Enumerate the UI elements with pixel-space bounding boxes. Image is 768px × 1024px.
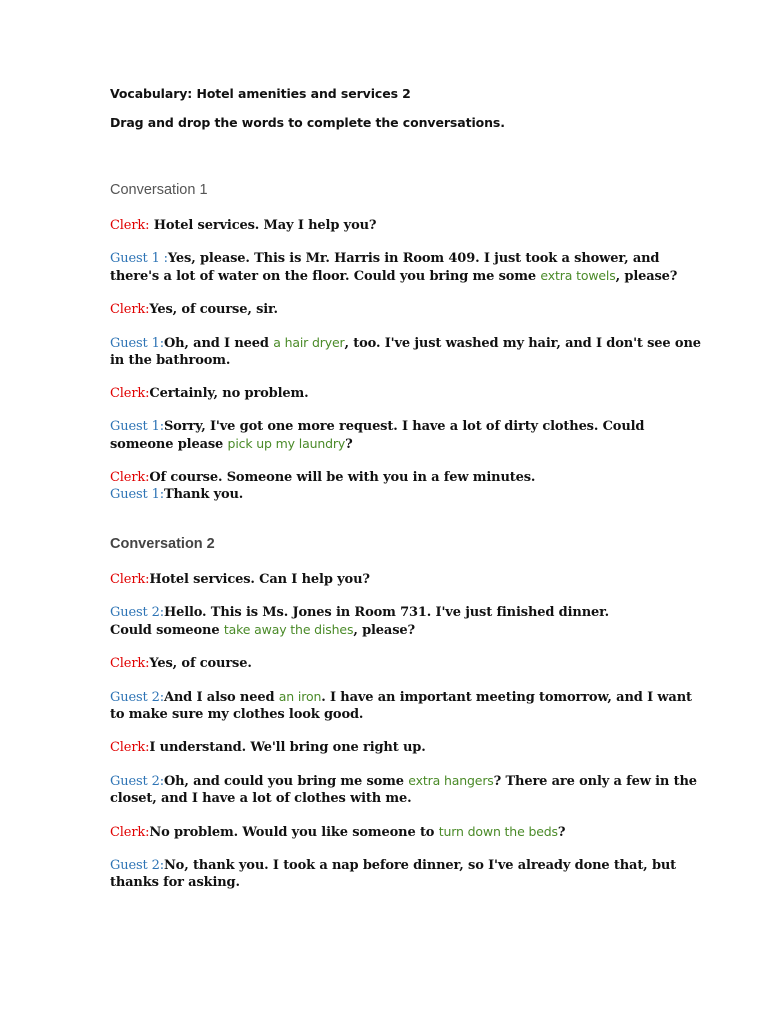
line-text: , please?	[353, 623, 415, 638]
line-text: Of course. Someone will be with you in a few minutes.	[149, 470, 536, 485]
conv2-line-7	[110, 823, 710, 841]
line-text: ?	[557, 825, 566, 840]
conv1-line-7	[110, 469, 710, 486]
line-text: Yes, please. This is Mr. Harris in Room 409. I just took a shower, and there's a lot of water on the floor. Could you bring me some	[110, 251, 660, 284]
speaker-label: Clerk:	[110, 302, 150, 317]
line-text: Hotel services. May I help you?	[149, 218, 377, 233]
worksheet	[110, 86, 710, 907]
line-text: Certainly, no problem.	[149, 386, 309, 401]
speaker-label: Guest 2:	[110, 858, 164, 873]
conv1-line-6	[110, 418, 710, 453]
conv1-line-1	[110, 217, 710, 234]
line-text: Could someone	[110, 623, 224, 638]
speaker-label: Guest 2:	[110, 605, 164, 620]
speaker-label: Guest 2:	[110, 690, 164, 705]
conv1-line-3	[110, 301, 710, 318]
speaker-label: Clerk:	[110, 470, 150, 485]
line-text: No problem. Would you like someone to	[149, 825, 439, 840]
conv1-line-2	[110, 250, 710, 285]
line-text: , too. I've just washed my hair, and I don't see one in the bathroom.	[110, 336, 701, 368]
conv2-line-4	[110, 688, 710, 723]
line-text: ? There are only a few in the closet, and I have a lot of clothes with me.	[110, 774, 697, 806]
answer-take-away-dishes[interactable]: take away the dishes	[223, 622, 354, 637]
speaker-label: Guest 1:	[110, 336, 164, 351]
conv2-line-2	[110, 604, 710, 639]
conv2-line-6	[110, 772, 710, 807]
speaker-label: Clerk:	[110, 572, 150, 587]
speaker-label: Clerk:	[110, 825, 150, 840]
conversation-2-heading: Conversation 2	[110, 536, 215, 552]
answer-pick-up-laundry[interactable]: pick up my laundry	[227, 436, 346, 451]
conv2-line-5	[110, 739, 710, 756]
line-text: And I also need	[163, 690, 279, 705]
conv2-line-3	[110, 655, 710, 672]
speaker-label: Guest 1:	[110, 419, 164, 434]
line-text: Sorry, I've got one more request. I have a lot of dirty clothes. Could someone please	[110, 419, 645, 452]
instructions: Drag and drop the words to complete the conversations.	[110, 115, 505, 130]
answer-an-iron[interactable]: an iron	[278, 689, 322, 704]
speaker-label: Clerk:	[110, 218, 150, 233]
answer-extra-hangers[interactable]: extra hangers	[408, 773, 494, 788]
answer-turn-down-beds[interactable]: turn down the beds	[438, 824, 558, 839]
speaker-label: Clerk:	[110, 740, 150, 755]
conversation-1-heading: Conversation 1	[110, 182, 208, 198]
line-text: Yes, of course.	[149, 656, 252, 671]
worksheet-title: Vocabulary: Hotel amenities and services 2	[110, 86, 411, 101]
line-text: Hello. This is Ms. Jones in Room 731. I've just finished dinner.	[163, 605, 610, 620]
speaker-label: Guest 1 :	[110, 251, 168, 266]
speaker-label: Clerk:	[110, 386, 150, 401]
answer-extra-towels[interactable]: extra towels	[540, 268, 616, 283]
line-text: Oh, and could you bring me some	[163, 774, 409, 789]
speaker-label: Clerk:	[110, 656, 150, 671]
line-text: , please?	[615, 269, 678, 284]
line-text: . I have an important meeting tomorrow, and I want to make sure my clothes look good.	[110, 690, 692, 722]
line-text: Hotel services. Can I help you?	[149, 572, 370, 587]
line-text: No, thank you. I took a nap before dinner, so I've already done that, but thanks for asking.	[110, 858, 677, 890]
line-text: Thank you.	[163, 487, 244, 502]
answer-hair-dryer[interactable]: a hair dryer	[273, 335, 345, 350]
line-text: Yes, of course, sir.	[149, 302, 278, 317]
line-text: ?	[345, 437, 353, 452]
speaker-label: Guest 2:	[110, 774, 164, 789]
line-text: I understand. We'll bring one right up.	[149, 740, 426, 755]
conv1-line-8	[110, 486, 710, 503]
conv2-line-8	[110, 857, 710, 891]
line-text: Oh, and I need	[163, 336, 274, 351]
speaker-label: Guest 1:	[110, 487, 164, 502]
conv2-line-1	[110, 571, 710, 588]
conv1-line-4	[110, 334, 710, 369]
conv1-line-5	[110, 385, 710, 402]
